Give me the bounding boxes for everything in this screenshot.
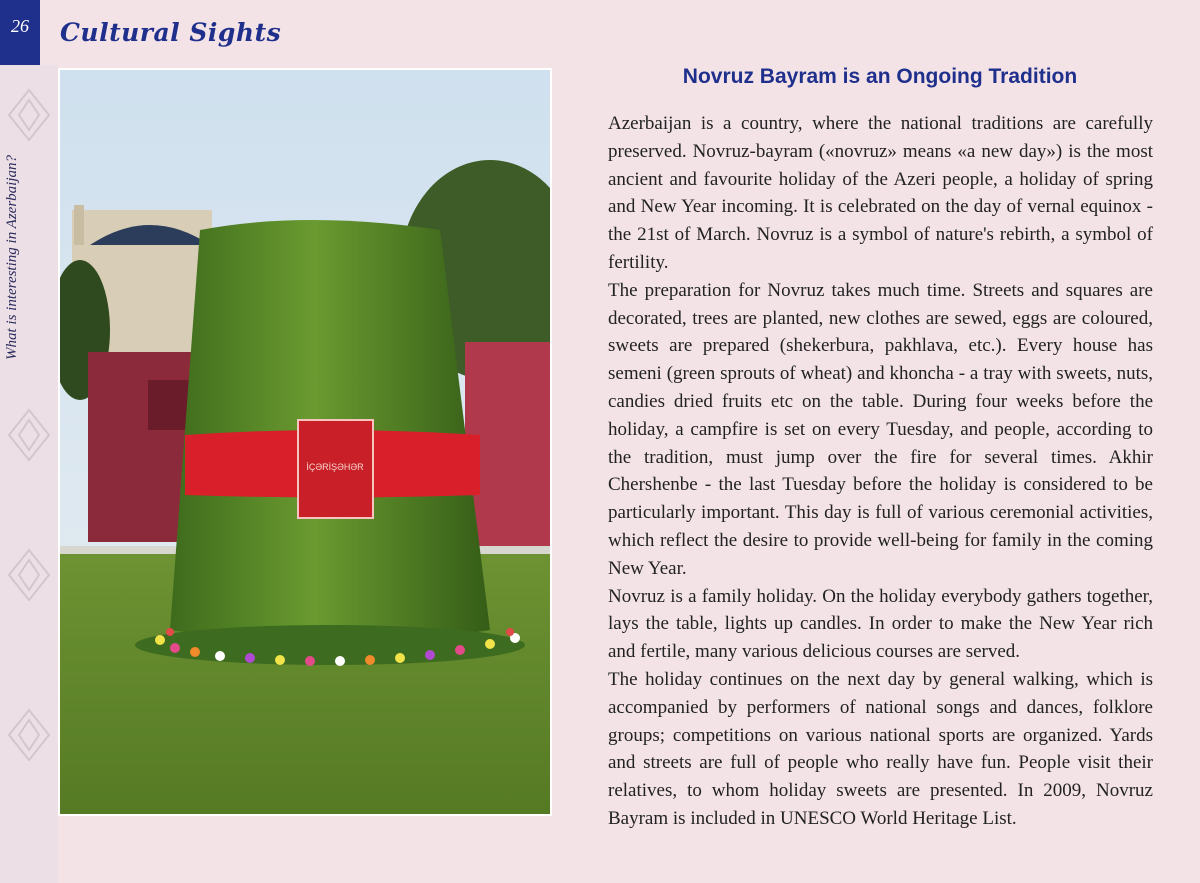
article-heading: Novruz Bayram is an Ongoing Tradition <box>682 65 1078 88</box>
novruz-photo <box>58 68 552 816</box>
sculpture-sign-text: İÇƏRİŞƏHƏR <box>306 462 364 472</box>
page-number: 26 <box>0 0 40 65</box>
section-title: Cultural Sights <box>60 18 282 47</box>
article-body <box>608 110 1153 833</box>
side-caption: What is interesting in Azerbaijan? <box>4 155 20 360</box>
ornament-icon <box>4 405 54 465</box>
ornament-icon <box>4 545 54 605</box>
article-paragraph: The preparation for Novruz takes much time. Streets and squares are decorated, trees are planted, new clothes are sewed, eggs are coloured, sweets are prepared (shekerbura, pakhlava, etc.). Every house has semeni (green sprouts of wheat) and khoncha - a tray with sweets, nuts, candies dried fruits etc on the table. During four weeks before the holiday, a campfire is set on every Tuesday, and people, according to the tradition, must jump over the fire for several times. Akhir Chershenbe - the last Tuesday before the holiday is considered to be particularly important. This day is full of various ceremonial activities, which reflect the desire to provide well-being for family in the coming New Year. <box>608 279 1153 579</box>
novruz-hat-sculpture-image <box>60 70 550 814</box>
article-paragraph: The holiday continues on the next day by general walking, which is accompanied by performers of national songs and dances, folklore groups; competitions on various national sports are organized. Yards and streets are full of people who really have fun. People visit their relatives, to whom holiday sweets are presented. In 2009, Novruz Bayram is included in UNESCO World Heritage List. <box>608 668 1153 829</box>
ornament-icon <box>4 705 54 765</box>
article-paragraph: Novruz is a family holiday. On the holiday everybody gathers together, lays the table, lights up candles. In order to make the New Year rich and fertile, many various delicious courses are served. <box>608 585 1153 663</box>
article-paragraph: Azerbaijan is a country, where the national traditions are carefully preserved. Novruz-bayram («novruz» means «a new day») is the most ancient and favourite holiday of the Azeri people, a holiday of spring and New Year incoming. It is celebrated on the day of vernal equinox - the 21st of March. Novruz is a symbol of nature's rebirth, a symbol of fertility. <box>608 113 1153 273</box>
